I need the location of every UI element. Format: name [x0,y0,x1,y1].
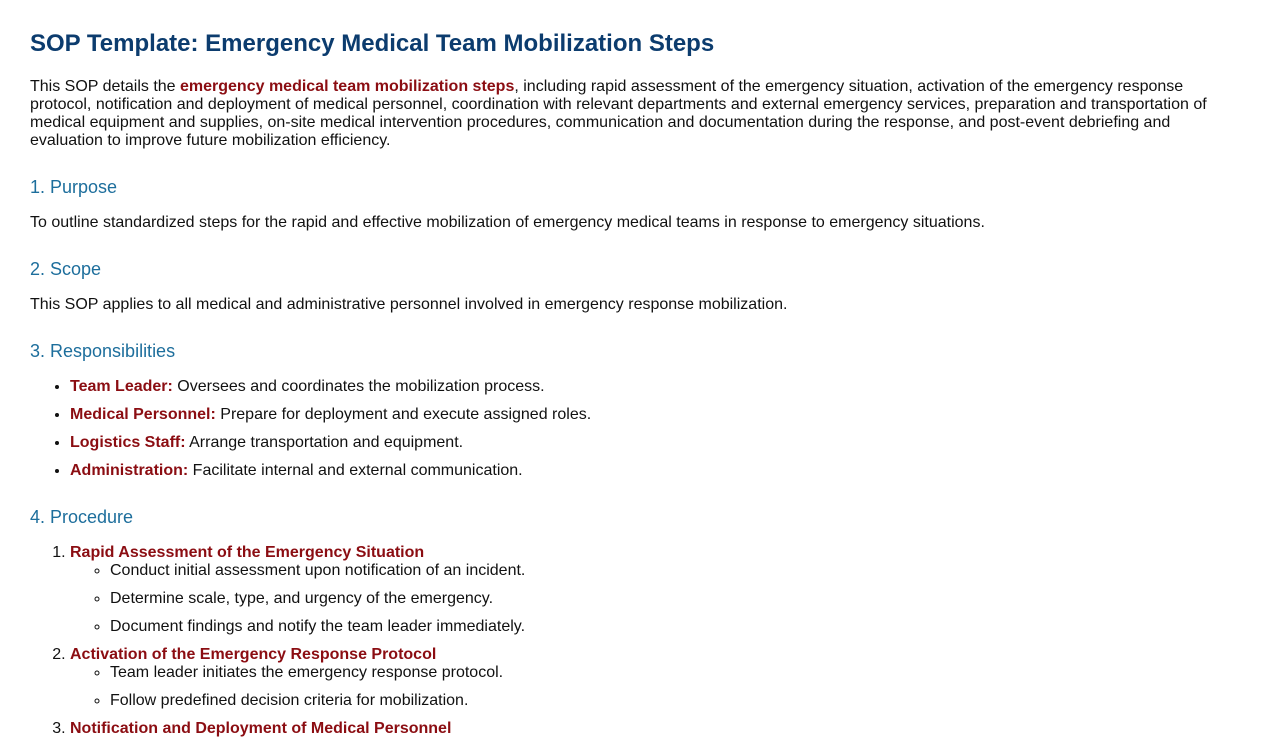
responsibility-item [70,406,1233,424]
purpose-text: To outline standardized steps for the rapid and effective mobilization of emergency medical teams in response to emergency situations. [30,214,985,231]
procedure-substeps [70,664,1233,710]
responsibility-desc: Prepare for deployment and execute assigned roles. [215,406,592,423]
purpose-heading: 1. Purpose [30,177,118,197]
responsibility-item [70,434,1233,452]
procedure-steps-list [30,544,1233,738]
procedure-substeps [70,562,1233,636]
procedure-substep: ◦ Team leader initiates the emergency response protocol. [110,664,1233,682]
responsibility-role: Medical Personnel: [70,406,216,423]
responsibility-role: Team Leader: [70,378,173,395]
responsibility-desc: Arrange transportation and equipment. [185,434,464,451]
procedure-substep: ◦ Conduct initial assessment upon notification of an incident. [110,562,1233,580]
intro-highlight: emergency medical team mobilization steps [180,78,515,95]
procedure-heading: 4. Procedure [30,507,134,527]
procedure-step [70,720,1233,738]
responsibility-role: Administration: [70,462,189,479]
scope-heading: 2. Scope [30,259,102,279]
procedure-step [70,544,1233,636]
responsibilities-heading: 3. Responsibilities [30,341,176,361]
procedure-step [70,646,1233,710]
procedure-step-title: Activation of the Emergency Response Protocol [70,646,437,663]
responsibility-item [70,378,1233,396]
procedure-substep: ◦ Determine scale, type, and urgency of the emergency. [110,590,1233,608]
procedure-substep: ◦ Follow predefined decision criteria for mobilization. [110,692,1233,710]
intro-paragraph [30,78,1233,150]
scope-text: This SOP applies to all medical and administrative personnel involved in emergency response mobilization. [30,296,788,313]
procedure-substep: ◦ Document findings and notify the team leader immediately. [110,618,1233,636]
intro-prefix: This SOP details the [30,78,180,95]
intro-suffix: , including rapid assessment of the emergency situation, activation of the emergency response protocol, notification and deployment of medical personnel, coordination with relevant departments and external emergency services, preparation and transportation of medical equipment and supplies, on-site medical intervention procedures, communication and documentation during the response, and post-event debriefing and evaluation to improve future mobilization efficiency. [30,78,1207,149]
page-title: SOP Template: Emergency Medical Team Mobilization Steps [30,30,715,57]
responsibility-desc: Oversees and coordinates the mobilization process. [172,378,545,395]
responsibility-role: Logistics Staff: [70,434,186,451]
responsibility-desc: Facilitate internal and external communication. [188,462,523,479]
procedure-step-title: Notification and Deployment of Medical Personnel [70,720,452,737]
responsibility-item [70,462,1233,480]
responsibilities-list [30,378,1233,480]
procedure-step-title: Rapid Assessment of the Emergency Situation [70,544,425,561]
